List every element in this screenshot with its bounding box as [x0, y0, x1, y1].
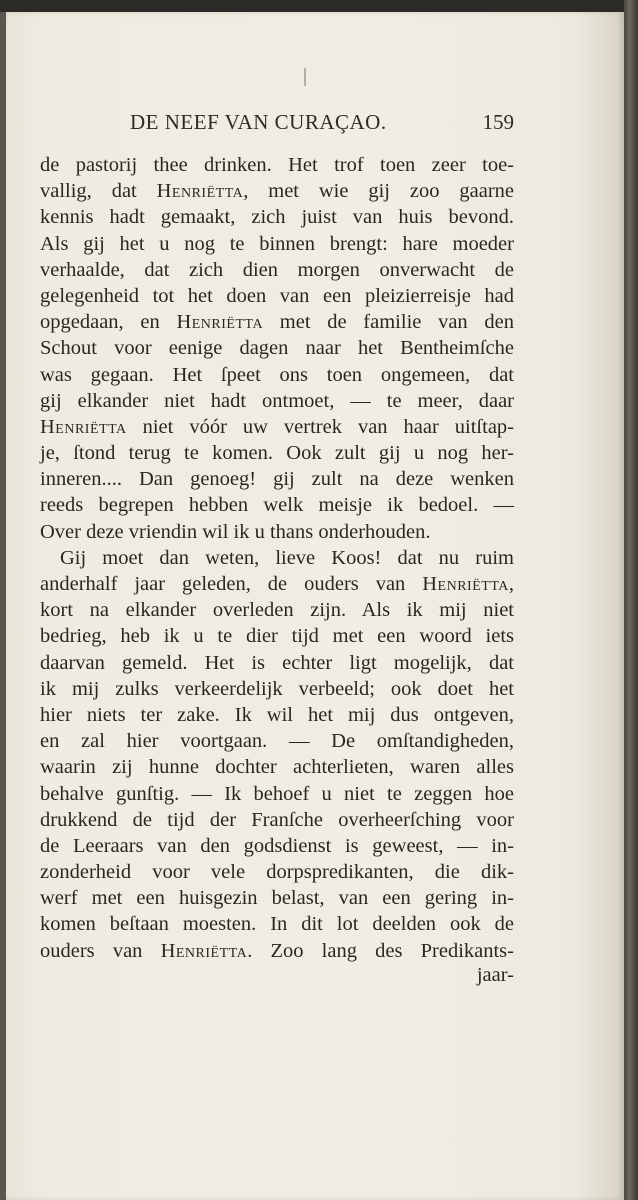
text-line	[40, 178, 514, 204]
text-segment: Over deze vriendin wil ik u thans onderhouden.	[40, 520, 431, 543]
text-segment: , met wie gij zoo gaarne	[243, 180, 514, 203]
text-line	[40, 362, 514, 388]
text-segment: kennis hadt gemaakt, zich juist van huis bevond.	[40, 206, 514, 229]
text-segment: Gij moet dan weten, lieve Koos! dat nu ruim	[60, 546, 514, 569]
text-line	[40, 754, 514, 780]
text-segment: reeds begrepen hebben welk meisje ik bedoel. —	[40, 494, 514, 517]
text-segment: ouders van	[40, 939, 161, 962]
name-smallcaps: Henriëtta	[422, 573, 509, 595]
text-segment: hier niets ter zake. Ik wil het mij dus ontgeven,	[40, 703, 514, 726]
text-line	[40, 309, 514, 335]
text-line	[40, 571, 514, 597]
text-line	[40, 938, 514, 964]
text-segment: niet vóór uw vertrek van haar uitſtap-	[126, 415, 514, 438]
catchword: jaar-	[476, 964, 514, 986]
running-head: DE NEEF VAN CURAÇAO.	[130, 110, 387, 134]
name-smallcaps: Henriëtta	[160, 939, 248, 962]
text-segment: je, ſtond terug te komen. Ook zult gij u nog her-	[40, 442, 514, 465]
text-segment: werf met een huisgezin belast, van een gering in-	[40, 887, 514, 910]
text-segment: bedrieg, heb ik u te dier tijd met een woord iets	[40, 625, 514, 648]
text-segment: verhaalde, dat zich dien morgen onverwacht de	[40, 258, 514, 281]
text-segment: gelegenheid tot het doen van een pleizierreisje had	[40, 284, 514, 307]
text-line	[40, 440, 514, 466]
text-segment: gij elkander niet hadt ontmoet, — te meer, daar	[40, 389, 514, 412]
name-smallcaps: Henriëtta	[40, 415, 127, 438]
text-segment: inneren.... Dan genoeg! gij zult na deze wenken	[40, 468, 514, 491]
name-smallcaps: Henriëtta	[156, 180, 244, 203]
text-segment: drukkend de tijd der Franſche overheerſching voor	[40, 808, 514, 831]
text-line	[40, 807, 514, 833]
body-text	[40, 152, 514, 964]
text-segment: Schout voor eenige dagen naar het Bentheimſche	[40, 337, 514, 360]
text-segment: en zal hier voortgaan. — De omſtandigheden,	[40, 730, 514, 753]
text-line	[40, 152, 514, 178]
text-segment: de pastorij thee drinken. Het trof toen zeer toe-	[40, 154, 514, 176]
text-line	[40, 492, 514, 518]
text-line	[40, 414, 514, 440]
name-smallcaps: Henriëtta	[176, 311, 264, 334]
text-segment: waarin zij hunne dochter achterlieten, waren alles	[40, 756, 514, 779]
text-segment: was gegaan. Het ſpeet ons toen ongemeen, dat	[40, 363, 514, 386]
text-line	[40, 781, 514, 807]
text-line	[40, 676, 514, 702]
text-segment: kort na elkander overleden zijn. Als ik mij niet	[40, 599, 514, 622]
text-segment: ,	[508, 573, 514, 595]
text-line	[40, 859, 514, 885]
page-header	[40, 104, 514, 140]
book-edge	[624, 0, 638, 1200]
text-line	[40, 388, 514, 414]
page-crease-mark	[304, 68, 306, 86]
text-line	[40, 597, 514, 623]
text-segment: daarvan gemeld. Het is echter ligt mogelijk, dat	[40, 651, 514, 674]
text-line	[40, 833, 514, 859]
text-line	[40, 885, 514, 911]
text-line	[40, 257, 514, 283]
text-segment: komen beſtaan moesten. In dit lot deelden ook de	[40, 913, 514, 936]
text-line	[40, 204, 514, 230]
text-line	[40, 911, 514, 937]
text-line	[40, 545, 514, 571]
text-line	[40, 728, 514, 754]
text-line	[40, 466, 514, 492]
text-segment: opgedaan, en	[40, 311, 177, 334]
page-number: 159	[482, 110, 514, 134]
text-line	[40, 283, 514, 309]
text-segment: . Zoo lang des Predikants-	[247, 939, 514, 962]
text-segment: ik mij zulks verkeerdelijk verbeeld; ook doet het	[40, 677, 514, 700]
text-segment: behalve gunſtig. — Ik behoef u niet te zeggen hoe	[40, 782, 514, 805]
text-line	[40, 519, 514, 545]
scan-top-border	[0, 0, 638, 12]
text-segment: de Leeraars van den godsdienst is geweest, — in-	[40, 834, 514, 857]
text-segment: met de familie van den	[263, 311, 514, 334]
text-line	[40, 335, 514, 361]
text-segment: anderhalf jaar geleden, de ouders van	[40, 573, 423, 595]
text-segment: Als gij het u nog te binnen brengt: hare moeder	[40, 232, 514, 255]
text-line	[40, 231, 514, 257]
text-line	[40, 702, 514, 728]
text-line	[40, 623, 514, 649]
text-segment: vallig, dat	[40, 180, 157, 203]
text-segment: zonderheid voor vele dorpspredikanten, die dik-	[40, 861, 514, 884]
text-line	[40, 650, 514, 676]
